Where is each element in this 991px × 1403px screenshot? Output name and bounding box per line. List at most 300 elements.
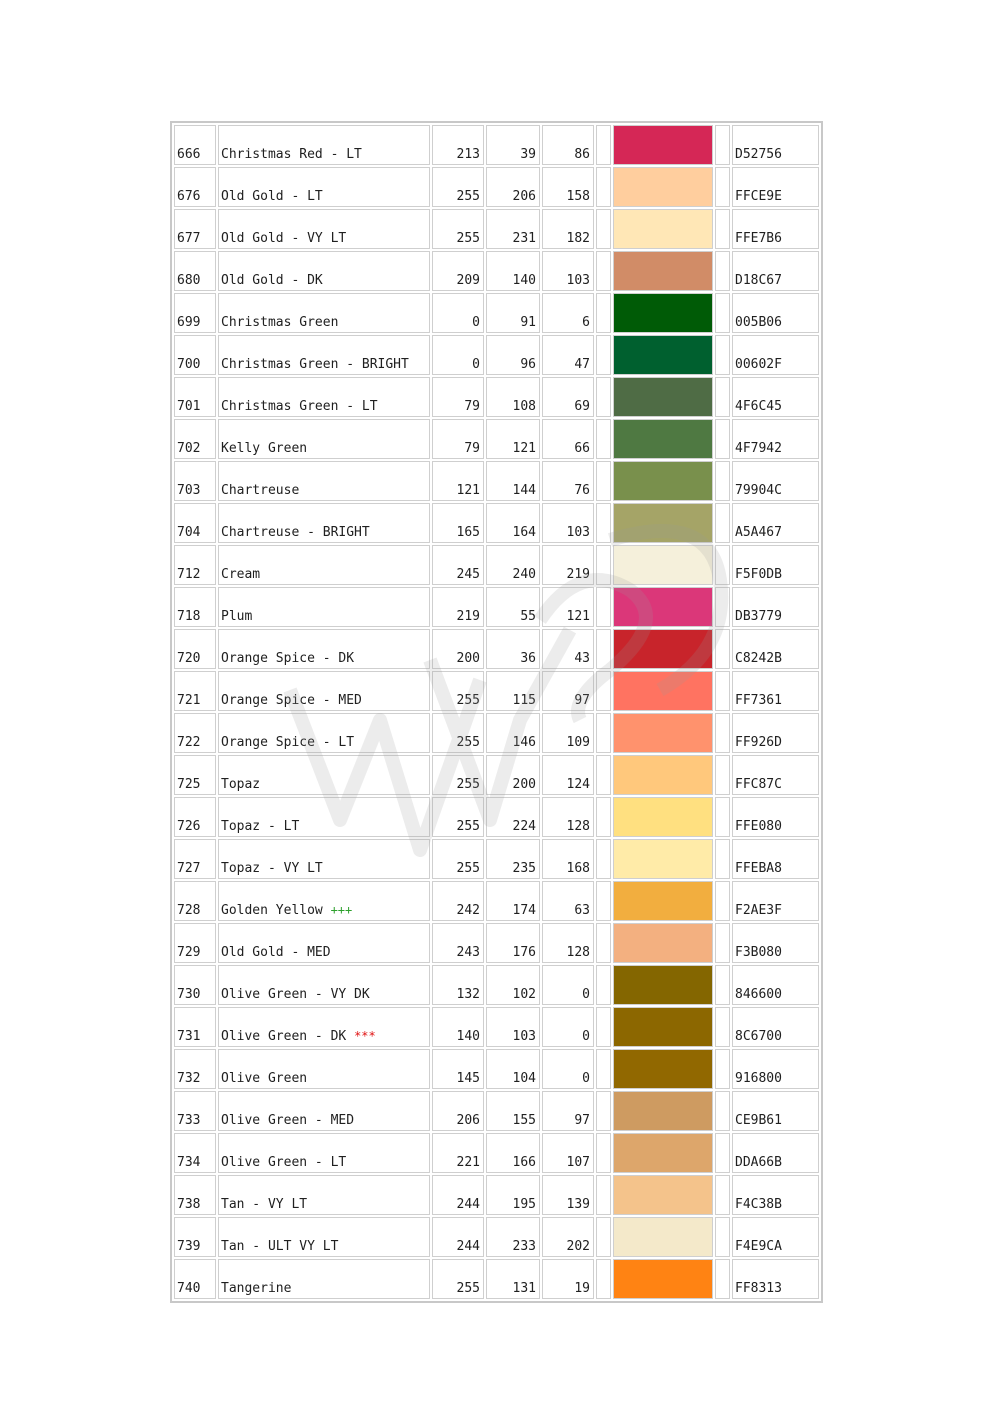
spacer-cell	[715, 839, 730, 879]
spacer-cell	[715, 1217, 730, 1257]
green-value-cell: 233	[486, 1217, 540, 1257]
spacer-cell	[715, 923, 730, 963]
color-name-cell	[218, 587, 430, 627]
swatch-cell	[613, 419, 713, 459]
spacer-cell	[715, 1259, 730, 1299]
table-row	[174, 1049, 819, 1089]
green-value-cell: 200	[486, 755, 540, 795]
blue-value-cell: 19	[542, 1259, 594, 1299]
spacer-cell	[715, 293, 730, 333]
spacer-cell	[596, 587, 611, 627]
color-name: Cream	[221, 567, 261, 582]
blue-value-cell: 103	[542, 503, 594, 543]
table-row	[174, 965, 819, 1005]
hex-code-cell: D52756	[732, 125, 819, 165]
dmc-code-cell: 728	[174, 881, 216, 921]
hex-code-cell: F4E9CA	[732, 1217, 819, 1257]
spacer-cell	[596, 1217, 611, 1257]
swatch-cell	[613, 671, 713, 711]
dmc-code-cell: 731	[174, 1007, 216, 1047]
spacer-cell	[596, 797, 611, 837]
color-swatch	[614, 1134, 712, 1172]
color-swatch	[614, 1092, 712, 1130]
spacer-cell	[715, 419, 730, 459]
table-row	[174, 545, 819, 585]
blue-value-cell: 97	[542, 671, 594, 711]
table-row	[174, 167, 819, 207]
blue-value-cell: 69	[542, 377, 594, 417]
spacer-cell	[596, 1175, 611, 1215]
green-value-cell: 174	[486, 881, 540, 921]
green-value-cell: 140	[486, 251, 540, 291]
red-value-cell: 255	[432, 209, 484, 249]
color-name-cell	[218, 923, 430, 963]
blue-value-cell: 0	[542, 1007, 594, 1047]
blue-value-cell: 109	[542, 713, 594, 753]
table-row	[174, 671, 819, 711]
table-row	[174, 797, 819, 837]
green-value-cell: 104	[486, 1049, 540, 1089]
blue-value-cell: 0	[542, 1049, 594, 1089]
red-value-cell: 200	[432, 629, 484, 669]
color-swatch	[614, 1218, 712, 1256]
swatch-cell	[613, 1091, 713, 1131]
spacer-cell	[596, 1091, 611, 1131]
green-value-cell: 206	[486, 167, 540, 207]
spacer-cell	[596, 335, 611, 375]
color-name-cell	[218, 713, 430, 753]
dmc-code-cell: 739	[174, 1217, 216, 1257]
color-name-cell	[218, 293, 430, 333]
color-name-cell	[218, 1217, 430, 1257]
green-value-cell: 224	[486, 797, 540, 837]
color-name-cell	[218, 335, 430, 375]
color-name-cell	[218, 755, 430, 795]
spacer-cell	[715, 545, 730, 585]
swatch-cell	[613, 209, 713, 249]
blue-value-cell: 128	[542, 923, 594, 963]
dmc-code-cell: 729	[174, 923, 216, 963]
red-value-cell: 206	[432, 1091, 484, 1131]
color-name: Olive Green - VY DK	[221, 987, 370, 1002]
color-swatch	[614, 1050, 712, 1088]
red-value-cell: 0	[432, 335, 484, 375]
spacer-cell	[596, 461, 611, 501]
color-swatch	[614, 546, 712, 584]
hex-code-cell: FFC87C	[732, 755, 819, 795]
hex-code-cell: 00602F	[732, 335, 819, 375]
color-name: Olive Green	[221, 1071, 308, 1086]
green-value-cell: 102	[486, 965, 540, 1005]
table-row	[174, 377, 819, 417]
swatch-cell	[613, 545, 713, 585]
hex-code-cell: 846600	[732, 965, 819, 1005]
table-row	[174, 503, 819, 543]
color-name: Golden Yellow	[221, 903, 323, 918]
color-swatch	[614, 378, 712, 416]
red-value-cell: 213	[432, 125, 484, 165]
red-value-cell: 219	[432, 587, 484, 627]
color-swatch	[614, 1260, 712, 1298]
red-value-cell: 165	[432, 503, 484, 543]
swatch-cell	[613, 167, 713, 207]
spacer-cell	[596, 167, 611, 207]
color-name: Chartreuse	[221, 483, 300, 498]
spacer-cell	[596, 881, 611, 921]
table-row	[174, 1133, 819, 1173]
table-row	[174, 209, 819, 249]
red-value-cell: 255	[432, 671, 484, 711]
spacer-cell	[715, 1007, 730, 1047]
blue-value-cell: 158	[542, 167, 594, 207]
spacer-cell	[715, 1175, 730, 1215]
table-row	[174, 125, 819, 165]
dmc-code-cell: 733	[174, 1091, 216, 1131]
green-value-cell: 231	[486, 209, 540, 249]
green-value-cell: 36	[486, 629, 540, 669]
hex-code-cell: F3B080	[732, 923, 819, 963]
swatch-cell	[613, 1259, 713, 1299]
blue-value-cell: 63	[542, 881, 594, 921]
spacer-cell	[715, 671, 730, 711]
blue-value-cell: 6	[542, 293, 594, 333]
spacer-cell	[596, 1133, 611, 1173]
table-row	[174, 587, 819, 627]
table-row	[174, 1175, 819, 1215]
swatch-cell	[613, 1175, 713, 1215]
spacer-cell	[596, 503, 611, 543]
color-swatch	[614, 966, 712, 1004]
color-name-cell	[218, 377, 430, 417]
color-name-cell	[218, 671, 430, 711]
blue-value-cell: 76	[542, 461, 594, 501]
color-swatch	[614, 798, 712, 836]
color-name-cell	[218, 1007, 430, 1047]
color-swatch	[614, 882, 712, 920]
red-value-cell: 255	[432, 755, 484, 795]
spacer-cell	[596, 629, 611, 669]
spacer-cell	[715, 629, 730, 669]
color-name: Tan - ULT VY LT	[221, 1239, 339, 1254]
color-swatch	[614, 252, 712, 290]
color-name-cell	[218, 1049, 430, 1089]
green-value-cell: 91	[486, 293, 540, 333]
dmc-code-cell: 732	[174, 1049, 216, 1089]
color-name-cell	[218, 797, 430, 837]
color-name: Orange Spice - LT	[221, 735, 355, 750]
dmc-code-cell: 726	[174, 797, 216, 837]
blue-value-cell: 121	[542, 587, 594, 627]
hex-code-cell: DB3779	[732, 587, 819, 627]
dmc-code-cell: 712	[174, 545, 216, 585]
hex-code-cell: 4F6C45	[732, 377, 819, 417]
dmc-code-cell: 677	[174, 209, 216, 249]
color-name: Christmas Green - BRIGHT	[221, 357, 409, 372]
hex-code-cell: F4C38B	[732, 1175, 819, 1215]
color-name: Old Gold - DK	[221, 273, 323, 288]
color-name: Plum	[221, 609, 253, 624]
table-row	[174, 461, 819, 501]
red-value-cell: 255	[432, 839, 484, 879]
table-row	[174, 419, 819, 459]
table-row	[174, 1091, 819, 1131]
spacer-cell	[715, 1133, 730, 1173]
green-value-cell: 55	[486, 587, 540, 627]
hex-code-cell: FFE080	[732, 797, 819, 837]
red-value-cell: 140	[432, 1007, 484, 1047]
blue-value-cell: 219	[542, 545, 594, 585]
dmc-code-cell: 738	[174, 1175, 216, 1215]
color-name-cell	[218, 419, 430, 459]
spacer-cell	[596, 671, 611, 711]
dmc-code-cell: 702	[174, 419, 216, 459]
blue-value-cell: 47	[542, 335, 594, 375]
red-value-cell: 255	[432, 1259, 484, 1299]
green-value-cell: 164	[486, 503, 540, 543]
hex-code-cell: 916800	[732, 1049, 819, 1089]
color-name: Olive Green - LT	[221, 1155, 347, 1170]
dmc-code-cell: 730	[174, 965, 216, 1005]
blue-value-cell: 43	[542, 629, 594, 669]
dmc-code-cell: 718	[174, 587, 216, 627]
swatch-cell	[613, 797, 713, 837]
spacer-cell	[596, 377, 611, 417]
hex-code-cell: 8C6700	[732, 1007, 819, 1047]
color-name-cell	[218, 1133, 430, 1173]
table-row	[174, 923, 819, 963]
green-value-cell: 131	[486, 1259, 540, 1299]
color-swatch	[614, 168, 712, 206]
spacer-cell	[596, 125, 611, 165]
hex-code-cell: FF7361	[732, 671, 819, 711]
spacer-cell	[715, 797, 730, 837]
hex-code-cell: FFE7B6	[732, 209, 819, 249]
green-value-cell: 103	[486, 1007, 540, 1047]
swatch-cell	[613, 377, 713, 417]
spacer-cell	[596, 419, 611, 459]
swatch-cell	[613, 125, 713, 165]
color-name-cell	[218, 629, 430, 669]
table-row	[174, 1259, 819, 1299]
table-row	[174, 293, 819, 333]
hex-code-cell: C8242B	[732, 629, 819, 669]
red-value-cell: 255	[432, 797, 484, 837]
spacer-cell	[596, 1049, 611, 1089]
dmc-code-cell: 734	[174, 1133, 216, 1173]
color-name-cell	[218, 461, 430, 501]
red-value-cell: 209	[432, 251, 484, 291]
spacer-cell	[596, 965, 611, 1005]
red-value-cell: 79	[432, 377, 484, 417]
dmc-code-cell: 721	[174, 671, 216, 711]
green-value-cell: 96	[486, 335, 540, 375]
blue-value-cell: 66	[542, 419, 594, 459]
hex-code-cell: F2AE3F	[732, 881, 819, 921]
spacer-cell	[596, 545, 611, 585]
swatch-cell	[613, 335, 713, 375]
color-name-cell	[218, 251, 430, 291]
hex-code-cell: A5A467	[732, 503, 819, 543]
color-name-cell	[218, 125, 430, 165]
color-name: Tan - VY LT	[221, 1197, 308, 1212]
spacer-cell	[715, 167, 730, 207]
spacer-cell	[715, 965, 730, 1005]
hex-code-cell: 79904C	[732, 461, 819, 501]
color-name: Kelly Green	[221, 441, 308, 456]
red-value-cell: 121	[432, 461, 484, 501]
color-swatch	[614, 504, 712, 542]
swatch-cell	[613, 1217, 713, 1257]
green-value-cell: 166	[486, 1133, 540, 1173]
red-value-cell: 0	[432, 293, 484, 333]
swatch-cell	[613, 1007, 713, 1047]
swatch-cell	[613, 965, 713, 1005]
color-name-cell	[218, 209, 430, 249]
blue-value-cell: 97	[542, 1091, 594, 1131]
green-value-cell: 108	[486, 377, 540, 417]
spacer-cell	[715, 1091, 730, 1131]
hex-code-cell: FFCE9E	[732, 167, 819, 207]
hex-code-cell: FF926D	[732, 713, 819, 753]
color-swatch	[614, 756, 712, 794]
spacer-cell	[596, 209, 611, 249]
blue-value-cell: 168	[542, 839, 594, 879]
spacer-cell	[596, 923, 611, 963]
color-note-marker: ***	[354, 1029, 376, 1043]
spacer-cell	[715, 713, 730, 753]
hex-code-cell: D18C67	[732, 251, 819, 291]
table-row	[174, 755, 819, 795]
dmc-code-cell: 704	[174, 503, 216, 543]
table-row	[174, 251, 819, 291]
color-swatch	[614, 420, 712, 458]
green-value-cell: 144	[486, 461, 540, 501]
swatch-cell	[613, 755, 713, 795]
table-row	[174, 1007, 819, 1047]
swatch-cell	[613, 503, 713, 543]
swatch-cell	[613, 839, 713, 879]
spacer-cell	[715, 251, 730, 291]
red-value-cell: 243	[432, 923, 484, 963]
blue-value-cell: 139	[542, 1175, 594, 1215]
color-name-cell	[218, 545, 430, 585]
red-value-cell: 221	[432, 1133, 484, 1173]
dmc-code-cell: 701	[174, 377, 216, 417]
spacer-cell	[596, 1007, 611, 1047]
hex-code-cell: FF8313	[732, 1259, 819, 1299]
swatch-cell	[613, 293, 713, 333]
color-name: Christmas Red - LT	[221, 147, 362, 162]
red-value-cell: 255	[432, 167, 484, 207]
color-swatch	[614, 462, 712, 500]
spacer-cell	[596, 755, 611, 795]
color-swatch	[614, 672, 712, 710]
color-swatch	[614, 126, 712, 164]
spacer-cell	[596, 251, 611, 291]
color-swatch	[614, 1008, 712, 1046]
swatch-cell	[613, 1133, 713, 1173]
blue-value-cell: 182	[542, 209, 594, 249]
green-value-cell: 121	[486, 419, 540, 459]
table-row	[174, 335, 819, 375]
green-value-cell: 115	[486, 671, 540, 711]
table-row	[174, 629, 819, 669]
swatch-cell	[613, 251, 713, 291]
color-name: Topaz - VY LT	[221, 861, 323, 876]
red-value-cell: 145	[432, 1049, 484, 1089]
blue-value-cell: 202	[542, 1217, 594, 1257]
swatch-cell	[613, 881, 713, 921]
color-name-cell	[218, 1259, 430, 1299]
dmc-code-cell: 676	[174, 167, 216, 207]
color-swatch	[614, 588, 712, 626]
red-value-cell: 132	[432, 965, 484, 1005]
color-name: Olive Green - DK	[221, 1029, 347, 1044]
color-name: Christmas Green - LT	[221, 399, 378, 414]
dmc-code-cell: 700	[174, 335, 216, 375]
spacer-cell	[715, 881, 730, 921]
dmc-code-cell: 699	[174, 293, 216, 333]
spacer-cell	[596, 713, 611, 753]
color-name-cell	[218, 167, 430, 207]
swatch-cell	[613, 923, 713, 963]
color-name: Old Gold - MED	[221, 945, 331, 960]
hex-code-cell: F5F0DB	[732, 545, 819, 585]
color-name: Orange Spice - DK	[221, 651, 355, 666]
red-value-cell: 255	[432, 713, 484, 753]
spacer-cell	[715, 587, 730, 627]
red-value-cell: 244	[432, 1217, 484, 1257]
spacer-cell	[715, 1049, 730, 1089]
color-swatch	[614, 294, 712, 332]
red-value-cell: 242	[432, 881, 484, 921]
blue-value-cell: 124	[542, 755, 594, 795]
green-value-cell: 155	[486, 1091, 540, 1131]
hex-code-cell: DDA66B	[732, 1133, 819, 1173]
hex-code-cell: FFEBA8	[732, 839, 819, 879]
color-swatch	[614, 336, 712, 374]
dmc-code-cell: 722	[174, 713, 216, 753]
color-swatch	[614, 1176, 712, 1214]
blue-value-cell: 103	[542, 251, 594, 291]
color-name-cell	[218, 1175, 430, 1215]
color-name: Orange Spice - MED	[221, 693, 362, 708]
swatch-cell	[613, 629, 713, 669]
color-swatch	[614, 714, 712, 752]
green-value-cell: 235	[486, 839, 540, 879]
red-value-cell: 244	[432, 1175, 484, 1215]
color-name: Old Gold - VY LT	[221, 231, 347, 246]
green-value-cell: 176	[486, 923, 540, 963]
dmc-code-cell: 703	[174, 461, 216, 501]
color-name: Chartreuse - BRIGHT	[221, 525, 370, 540]
blue-value-cell: 107	[542, 1133, 594, 1173]
green-value-cell: 146	[486, 713, 540, 753]
color-name-cell	[218, 839, 430, 879]
color-swatch	[614, 210, 712, 248]
dmc-code-cell: 680	[174, 251, 216, 291]
swatch-cell	[613, 587, 713, 627]
color-name: Old Gold - LT	[221, 189, 323, 204]
dmc-code-cell: 725	[174, 755, 216, 795]
dmc-code-cell: 740	[174, 1259, 216, 1299]
spacer-cell	[715, 461, 730, 501]
color-chart-body	[174, 125, 819, 1299]
red-value-cell: 79	[432, 419, 484, 459]
spacer-cell	[715, 209, 730, 249]
table-row	[174, 881, 819, 921]
table-row	[174, 839, 819, 879]
